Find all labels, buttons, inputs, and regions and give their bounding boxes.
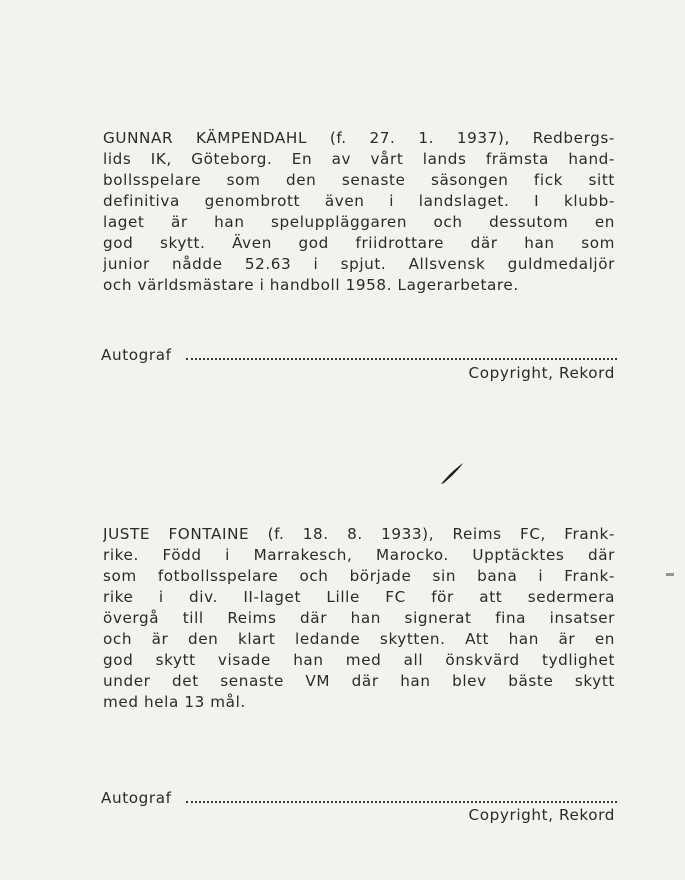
signature-line [186,346,617,360]
bio-line: rike. Född i Marrakesch, Marocko. Upptäcktes där [103,546,615,564]
bio-line: GUNNAR KÄMPENDAHL (f. 27. 1. 1937), Redbergs- [103,129,615,147]
bio-line: JUSTE FONTAINE (f. 18. 8. 1933), Reims FC, Frank- [103,525,615,543]
bio-line: som fotbollsspelare och började sin bana i Frank- [103,567,615,585]
bio-line: god skytt. Även god friidrottare där han som [103,234,615,252]
bio-line: lids IK, Göteborg. En av vårt lands främsta hand- [103,150,615,168]
bio-line: och är den klart ledande skytten. Att han är en [103,630,615,648]
bio-line: junior nådde 52.63 i spjut. Allsvensk guldmedaljör [103,255,615,273]
bio-gunnar-kampendahl [103,128,615,296]
bio-line: övergå till Reims där han signerat fina insatser [103,609,615,627]
copyright-notice: Copyright, Rekord [468,364,615,382]
bio-line: med hela 13 mål. [103,693,246,711]
bio-line: definitiva genombrott även i landslaget. I klubb- [103,192,615,210]
bio-line: under det senaste VM där han blev bäste skytt [103,672,615,690]
autograph-label: Autograf [101,346,172,364]
bio-line: laget är han speluppläggaren och dessutom en [103,213,615,231]
autograph-field [101,789,617,807]
bio-juste-fontaine [103,524,615,713]
bio-line: god skytt visade han med all önskvärd tydlighet [103,651,615,669]
bio-line: och världsmästare i handboll 1958. Lagerarbetare. [103,276,519,294]
ink-mark-icon [438,460,466,486]
autograph-label: Autograf [101,789,172,807]
stray-ink-mark [666,573,674,576]
signature-line [186,789,617,803]
autograph-field [101,346,617,364]
bio-line: rike i div. II-laget Lille FC för att sedermera [103,588,615,606]
copyright-notice: Copyright, Rekord [468,806,615,824]
bio-line: bollsspelare som den senaste säsongen fick sitt [103,171,615,189]
